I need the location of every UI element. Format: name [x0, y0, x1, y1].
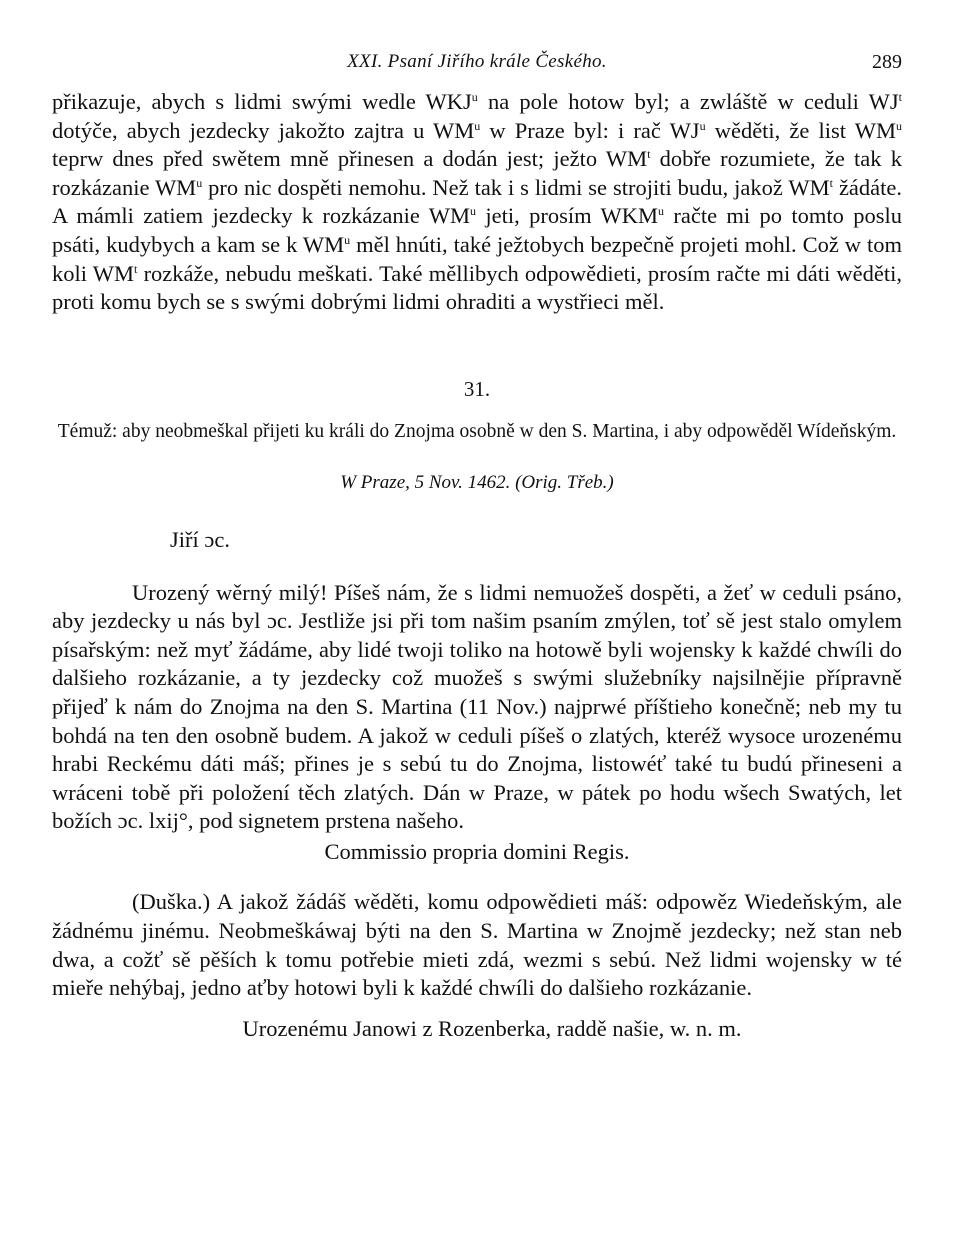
document-number: 31.	[463, 376, 491, 401]
text-segment: teprw dnes před swětem mně přinesen a dodán jest; ježto WM	[52, 146, 648, 172]
text-segment: žádáte. A mámli zatiem jezdecky k rozkázanie WM	[52, 174, 903, 229]
superscript: t	[647, 147, 651, 162]
address-line: Urozenému Janowi z Rozenberka, raddě našie, w. n. m.	[242, 1015, 742, 1041]
text-segment: jeti, prosím WKM	[476, 203, 659, 229]
superscript: u	[471, 90, 478, 104]
text-segment: rozkáže, nebudu meškati. Také měllibych odpowědieti, prosím račte mi dáti wěděti, proti komu bych se s swými dobrými lidmi ohraditi a wystřieci měl.	[52, 260, 902, 315]
superscript: u	[196, 175, 203, 190]
text-segment: wěděti, že list WM	[705, 117, 896, 143]
running-title: XXI. Psaní Jiřího krále Českého.	[347, 51, 607, 72]
superscript: u	[699, 118, 706, 133]
superscript: u	[470, 204, 477, 219]
dateline: W Praze, 5 Nov. 1462. (Orig. Třeb.)	[340, 472, 614, 494]
text-segment: měl hnúti, také ježtobych bezpečně projeti mohl. Což w tom koli WM	[52, 231, 902, 286]
text-segment: račte mi po tomto poslu psáti, kudybych a kam se k WM	[52, 203, 902, 257]
document-summary: Témuž: aby neobmeškal přijeti ku králi do Znojma osobně w den S. Martina, i aby odpowěděl Wídeňským.	[57, 421, 897, 443]
closing-formula: Commissio propria domini Regis.	[324, 838, 630, 864]
page-number: 289	[872, 51, 902, 73]
superscript: u	[896, 118, 902, 133]
postscript: (Duška.) A jakož žádáš wěděti, komu odpowědieti máš: odpowěz Wiedeňským, ale žádnému jinému. Neobmeškáwaj býti na den S. Martina w Znojmě jezdecky; než stan neb dwa, a cožť sě pěších k tomu potřebie mieti zdá, wezmi s sebú. Než lidmi wojensky w té mieře nehýbaj, jedno aťby hotowi byli k každé chwíli do dalšieho rozkázanie.	[52, 889, 902, 1001]
superscript: u	[658, 204, 665, 219]
text-segment: dotýče, abych jezdecky jakožto zajtra u WM	[52, 117, 475, 143]
superscript: t	[829, 175, 834, 190]
superscript: t	[898, 90, 902, 104]
superscript: t	[134, 261, 138, 276]
continuation-paragraph	[52, 88, 902, 317]
salutation: Jiří ɔc.	[170, 526, 230, 552]
text-segment: w Praze byl: i rač WJ	[480, 117, 700, 143]
text-segment: dobře rozumiete, že tak k rozkázanie WM	[52, 146, 902, 200]
superscript: u	[474, 118, 481, 133]
text-segment: přikazuje, abych s lidmi swými wedle WKJ	[52, 89, 472, 114]
letter-body: Urozený wěrný milý! Píšeš nám, že s lidmi nemuožeš dospěti, a žeť w ceduli psáno, aby jezdecky u nás byl ɔc. Jestliže jsi při tom našim psaním zmýlen, toť sě jest stalo omylem písařským: než myť žádáme, aby lidé twoji toliko na hotowě byli wojensky k každé chwíli do dalšieho rozkázanie, a ty jezdecky což muožeš s swými služebníky najsilnějie přípravně přijeď k nám do Znojma na den S. Martina (11 Nov.) najprwé příštieho konečně; neb my tu bohdá na ten den osobně budem. A jakož w ceduli píšeš o zlatých, kteréž wysoce urozenému hrabi Reckému dáti máš; přines je s sebú tu do Znojma, listowéť také tu budú přineseni a wráceni tobě při položení těch zlatých. Dán w Praze, w pátek po hodu wšech Swatých, let božích ɔc. lxij°, pod signetem prstena našeho.	[52, 579, 902, 834]
running-header	[52, 44, 902, 74]
superscript: u	[344, 232, 351, 247]
text-segment: na pole hotow byl; a zwláště w ceduli WJ	[477, 89, 899, 114]
text-segment: pro nic dospěti nemohu. Než tak i s lidmi se strojiti budu, jakož WM	[202, 174, 830, 200]
